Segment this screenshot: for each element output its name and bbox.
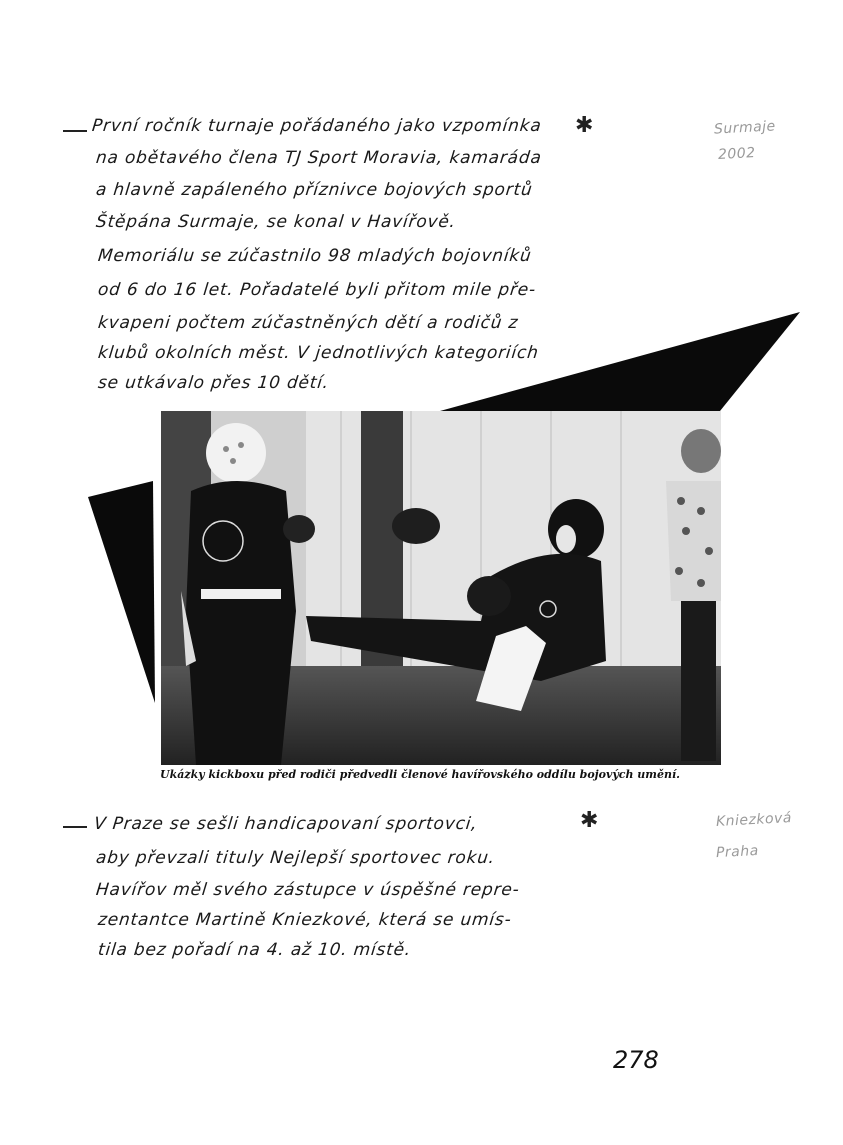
handwritten-line: První ročník turnaje pořádaného jako vzpomínka [90,116,543,136]
handwritten-line: a hlavně zapáleného příznivce bojových sportů [94,180,534,200]
margin-note-line: Surmaje [713,118,777,138]
handwritten-line: se utkávalo přes 10 dětí. [96,373,331,393]
handwritten-line: zentantce Martině Kniezkové, která se umís- [96,910,513,930]
handwritten-line: Memoriálu se zúčastnilo 98 mladých bojovníků [96,246,533,266]
wedge-left [88,481,155,703]
asterisk-mark: ✱ [580,808,599,833]
page-number: 278 [613,1046,659,1074]
dash-mark [63,826,87,828]
handwritten-line: od 6 do 16 let. Pořadatelé byli přitom mile pře- [96,280,538,300]
handwritten-line: tila bez pořadí na 4. až 10. místě. [96,940,413,960]
margin-note-line: Praha [715,842,760,862]
photo-scene [161,411,721,765]
photo-caption: Ukázky kickboxu před rodiči předvedli členové havířovského oddílu bojových umění. [160,768,680,781]
handwritten-line: klubů okolních měst. V jednotlivých kategoriích [96,343,540,363]
dash-mark [63,130,87,132]
margin-note-line: 2002 [717,145,757,163]
asterisk-mark: ✱ [575,113,594,138]
handwritten-line: Havířov měl svého zástupce v úspěšné repre- [94,880,521,900]
handwritten-line: V Praze se sešli handicapovaní sportovci, [92,814,479,834]
handwritten-line: kvapeni počtem zúčastněných dětí a rodičů z [96,313,520,333]
newspaper-photo [161,411,721,765]
margin-note-line: Kniezková [715,810,793,830]
handwritten-line: Štěpána Surmaje, se konal v Havířově. [94,212,457,232]
handwritten-line: aby převzali tituly Nejlepší sportovec roku. [94,848,497,868]
handwritten-line: na obětavého člena TJ Sport Moravia, kamaráda [94,148,543,168]
